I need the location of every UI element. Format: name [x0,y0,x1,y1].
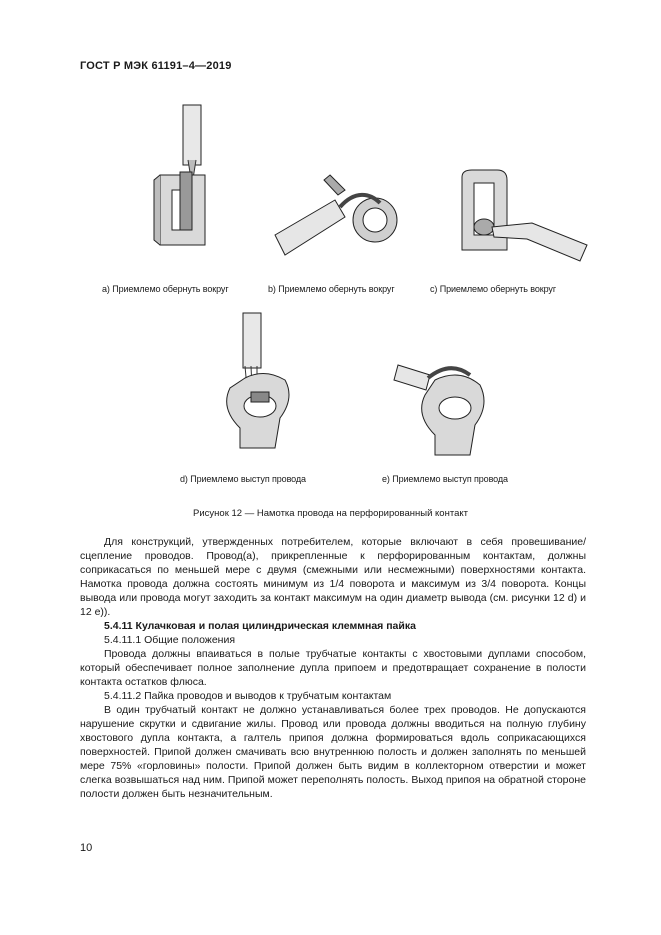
subsection-5-4-11-2: 5.4.11.2 Пайка проводов и выводов к трубчатым контактам [104,690,392,702]
caption-a: а) Приемлемо обернуть вокруг [102,284,229,294]
page-number: 10 [80,842,93,854]
figure-e-drawing [390,350,500,465]
section-heading-5-4-11: 5.4.11 Кулачковая и полая цилиндрическая клеммная пайка [104,620,416,632]
body-text [80,535,586,801]
figure-c-drawing [452,165,592,265]
figure-d-drawing [215,308,305,458]
paragraph-2: Провода должны впаиваться в полые трубчатые контакты с хвостовыми дуплами способом, который обеспечивает полное заполнение дупла припоем и предотвращает сохранение в полости контакта остатков флюса. [80,648,586,688]
paragraph-3: В один трубчатый контакт не должно устанавливаться более трех проводов. Не допускаются нарушение скрутки и сдвигание жилы. Провод или провода должны вводиться на полную глубину хвостового дупла контакта, а галтель припоя должна формироваться вдоль соприкасающихся поверхностей. Припой должен смачивать всю внутреннюю полость и должен заполнять по меньшей мере 75% «горловины» полости. Припой должен быть видим в коллекторном отверстии и может слегка возвышаться над ним. Припой может переполнять полость. Выход припоя на обратной стороне полости должен быть незначительным. [80,704,586,800]
figure-b-drawing [270,165,400,260]
subsection-5-4-11-1: 5.4.11.1 Общие положения [104,634,236,646]
paragraph-1: Для конструкций, утвержденных потребителем, которые включают в себя провешивание/сцепление проводов. Провод(а), прикрепленные к перфорированным контактам, должны соприкасаться по меньшей мере с двумя (смежными или несмежными) поверхностями контакта. Намотка провода должна состоять минимум из 1/4 поворота и максимум из 3/4 поворота. Концы вывода или провода могут заходить за контакт максимум на один диаметр вывода (см. рисунки 12 d) и 12 е)). [80,536,586,618]
caption-d: d) Приемлемо выступ провода [180,474,306,484]
standard-header: ГОСТ Р МЭК 61191–4—2019 [80,60,232,72]
figure-title: Рисунок 12 — Намотка провода на перфорированный контакт [193,508,468,519]
caption-e: е) Приемлемо выступ провода [382,474,508,484]
caption-c: с) Приемлемо обернуть вокруг [430,284,557,294]
figure-a-drawing [150,100,220,250]
caption-b: b) Приемлемо обернуть вокруг [268,284,395,294]
